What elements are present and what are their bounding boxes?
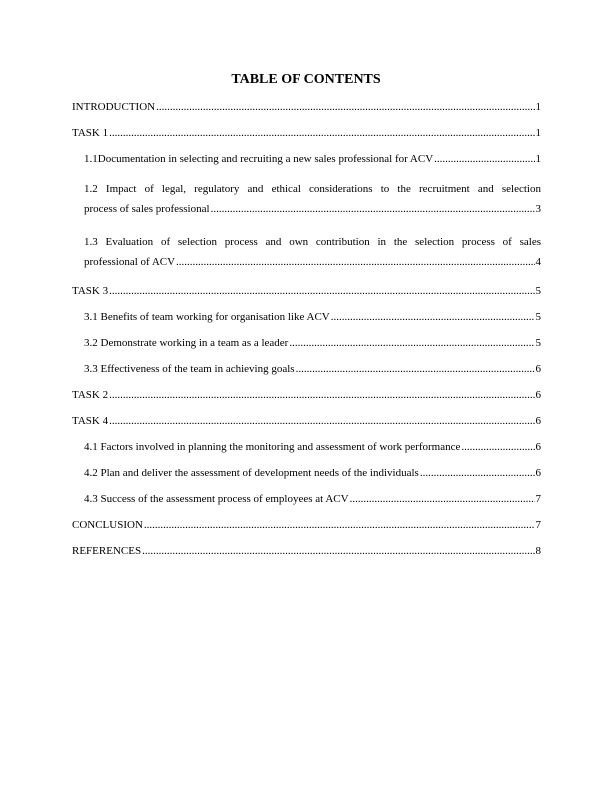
- toc-entry-label: TASK 4: [72, 415, 109, 427]
- dot-leader: [331, 311, 535, 324]
- dot-leader: [109, 127, 534, 140]
- dot-leader: [211, 199, 535, 219]
- toc-entry-task-4[interactable]: [72, 415, 541, 428]
- toc-entry-page: 1: [535, 127, 541, 139]
- toc-entry-page: 6: [535, 467, 541, 479]
- dot-leader: [296, 363, 535, 376]
- toc-entry-label: 4.1 Factors involved in planning the monitoring and assessment of work performance: [84, 441, 461, 453]
- dot-leader: [144, 519, 535, 532]
- dot-leader: [109, 389, 534, 402]
- toc-entry-page: 4: [535, 256, 541, 268]
- toc-entry-label: 3.3 Effectiveness of the team in achieving goals: [84, 363, 295, 375]
- toc-entry-label: 3.2 Demonstrate working in a team as a leader: [84, 337, 289, 349]
- toc-entry-label: TASK 2: [72, 389, 109, 401]
- toc-entry-3-2[interactable]: [84, 337, 541, 350]
- dot-leader: [109, 285, 534, 298]
- toc-entry-page: 5: [535, 337, 541, 349]
- toc-entry-label: 4.2 Plan and deliver the assessment of development needs of the individuals: [84, 467, 419, 479]
- toc-entry-page: 5: [535, 285, 541, 297]
- dot-leader: [461, 441, 534, 454]
- toc-entry-page: 1: [535, 101, 541, 113]
- toc-entry-page: 7: [535, 493, 541, 505]
- toc-entry-page: 7: [535, 519, 541, 531]
- toc-entry-label: REFERENCES: [72, 545, 142, 557]
- page-title: TABLE OF CONTENTS: [231, 72, 381, 87]
- toc-entry-4-3[interactable]: [84, 493, 541, 506]
- toc-list: [72, 101, 541, 571]
- toc-entry-page: 1: [535, 153, 541, 165]
- toc-entry-references[interactable]: [72, 545, 541, 558]
- toc-entry-page: 5: [535, 311, 541, 323]
- dot-leader: [142, 545, 534, 558]
- toc-entry-label: CONCLUSION: [72, 519, 143, 531]
- toc-entry-label-line2: process of sales professional: [84, 203, 210, 215]
- toc-entry-page: 8: [535, 545, 541, 557]
- toc-entry-3-3[interactable]: [84, 363, 541, 376]
- dot-leader: [176, 252, 534, 272]
- toc-entry-page: 3: [535, 203, 541, 215]
- toc-entry-label-line1: 1.3 Evaluation of selection process and own contribution in the selection process of sales: [84, 236, 541, 248]
- dot-leader: [289, 337, 534, 350]
- toc-entry-label: 4.3 Success of the assessment process of employees at ACV: [84, 493, 349, 505]
- toc-entry-4-1[interactable]: [84, 441, 541, 454]
- toc-entry-page: 6: [535, 441, 541, 453]
- toc-entry-label-line1: 1.2 Impact of legal, regulatory and ethical considerations to the recruitment and selection: [84, 183, 541, 195]
- toc-entry-page: 6: [535, 415, 541, 427]
- toc-entry-task-3[interactable]: [72, 285, 541, 298]
- toc-entry-label: 3.1 Benefits of team working for organisation like ACV: [84, 311, 330, 323]
- toc-entry-introduction[interactable]: [72, 101, 541, 114]
- toc-entry-conclusion[interactable]: [72, 519, 541, 532]
- toc-entry-1-3[interactable]: [84, 232, 541, 272]
- toc-entry-label: TASK 1: [72, 127, 109, 139]
- dot-leader: [350, 493, 535, 506]
- toc-entry-task-2[interactable]: [72, 389, 541, 402]
- dot-leader: [156, 101, 534, 114]
- toc-entry-1-1[interactable]: [84, 153, 541, 166]
- dot-leader: [109, 415, 534, 428]
- toc-entry-label: INTRODUCTION: [72, 101, 156, 113]
- dot-leader: [420, 467, 535, 480]
- toc-entry-page: 6: [535, 363, 541, 375]
- dot-leader: [434, 153, 534, 166]
- toc-entry-4-2[interactable]: [84, 467, 541, 480]
- toc-entry-task-1[interactable]: [72, 127, 541, 140]
- toc-entry-page: 6: [535, 389, 541, 401]
- toc-entry-label: 1.1Documentation in selecting and recruiting a new sales professional for ACV: [84, 153, 434, 165]
- toc-entry-label: TASK 3: [72, 285, 109, 297]
- toc-entry-label-line2: professional of ACV: [84, 256, 176, 268]
- toc-entry-1-2[interactable]: [84, 179, 541, 219]
- toc-entry-3-1[interactable]: [84, 311, 541, 324]
